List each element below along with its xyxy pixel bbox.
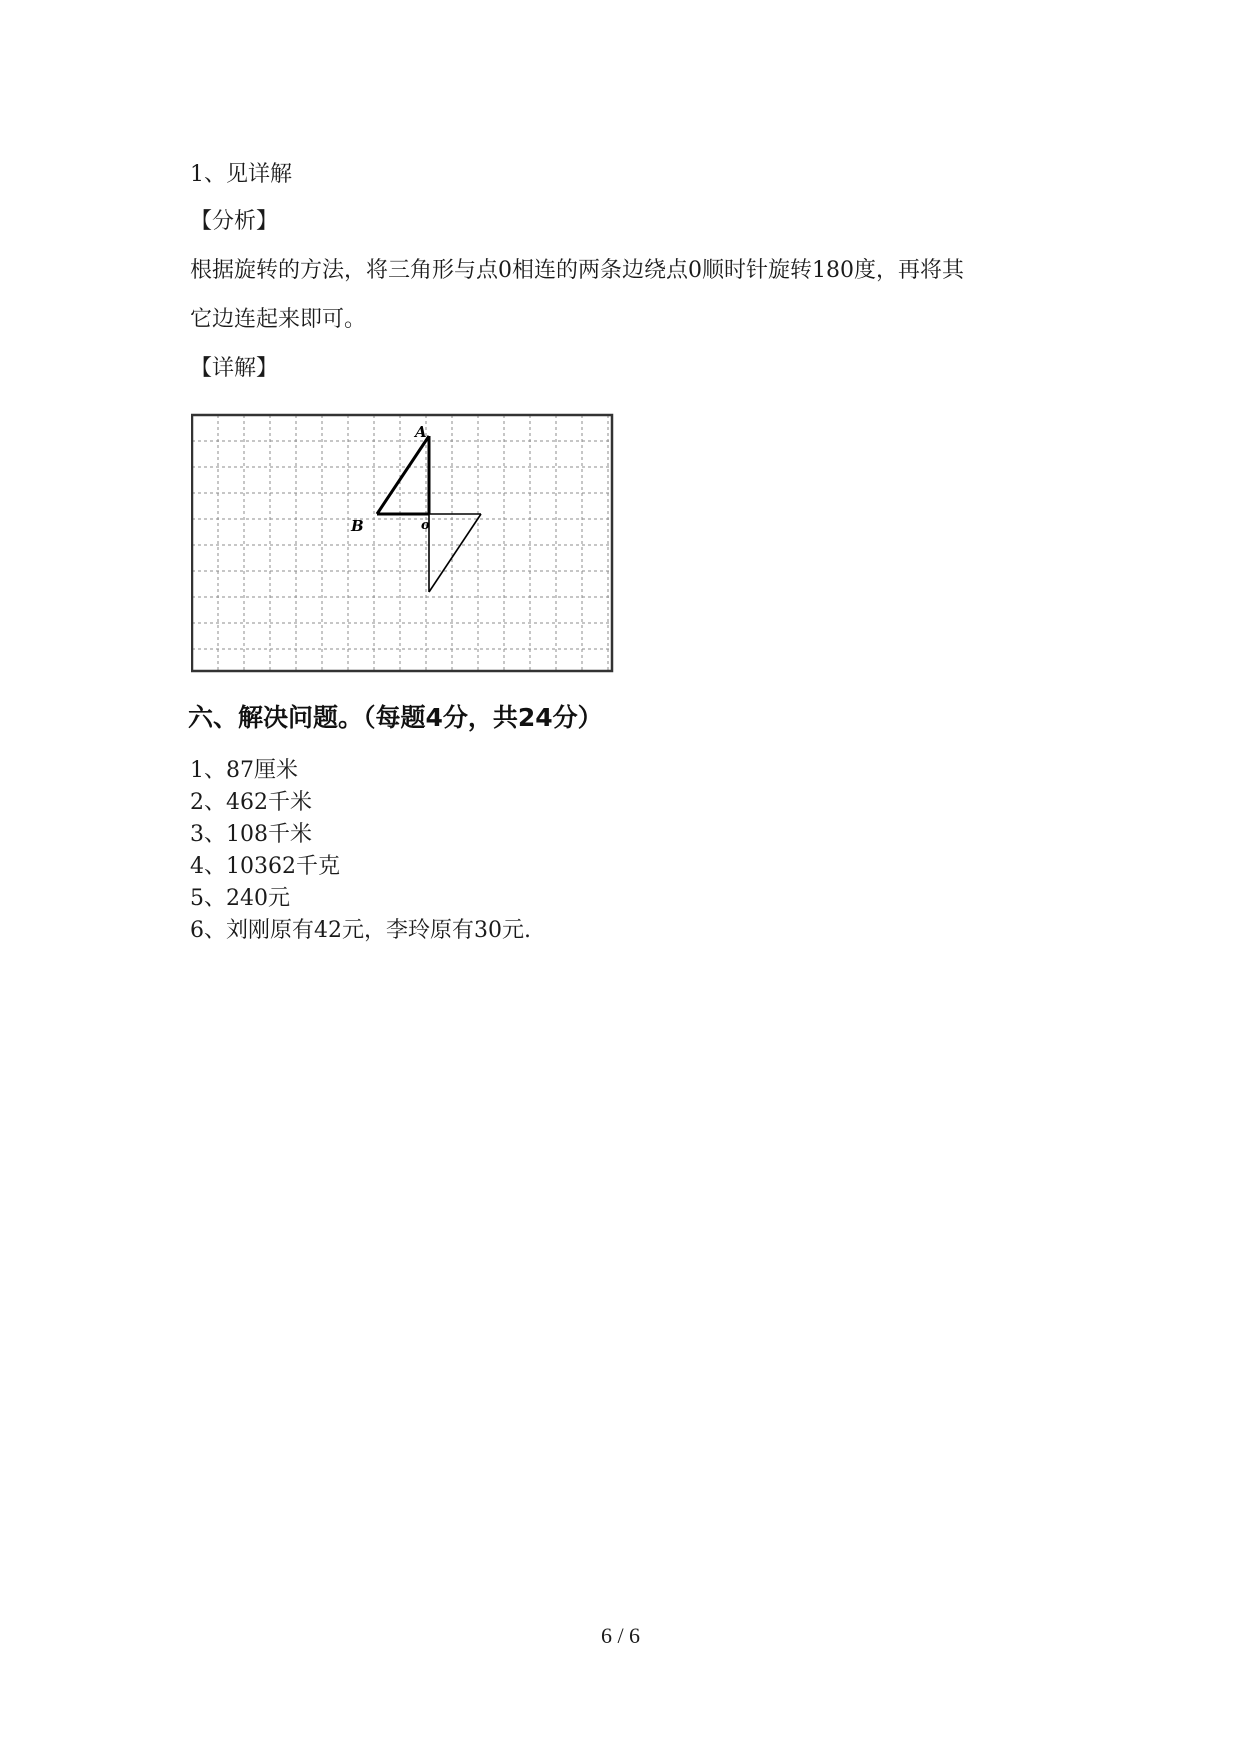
label-o: o (421, 518, 430, 533)
rotated-side-diagonal (429, 514, 481, 592)
answer-item: 2、462千米 (190, 790, 312, 815)
rotation-grid-figure (191, 412, 615, 676)
section-title: 六、解决问题。（每题4分，共24分） (188, 703, 603, 732)
label-b: B (351, 517, 364, 535)
answer-item: 5、240元 (190, 886, 290, 911)
dashed-grid (192, 415, 612, 671)
analysis-text-line-1: 根据旋转的方法，将三角形与点0相连的两条边绕点0顺时针旋转180度，再将其 (190, 258, 964, 283)
page-number: 6 / 6 (600, 1623, 641, 1648)
answer-item: 6、刘刚原有42元，李玲原有30元. (190, 918, 531, 943)
answer-item: 3、108千米 (190, 822, 312, 847)
answer-item: 4、10362千克 (190, 854, 340, 879)
answer-list (190, 755, 531, 947)
label-a: A (415, 423, 427, 441)
analysis-text-line-2: 它边连起来即可。 (190, 307, 367, 332)
grid-border (192, 415, 612, 671)
analysis-heading: 【分析】 (190, 209, 279, 234)
triangle-side-ab (377, 436, 429, 514)
solution-item-1: 1、见详解 (190, 162, 292, 187)
detail-heading: 【详解】 (190, 356, 279, 381)
answer-item: 1、87厘米 (190, 758, 298, 783)
